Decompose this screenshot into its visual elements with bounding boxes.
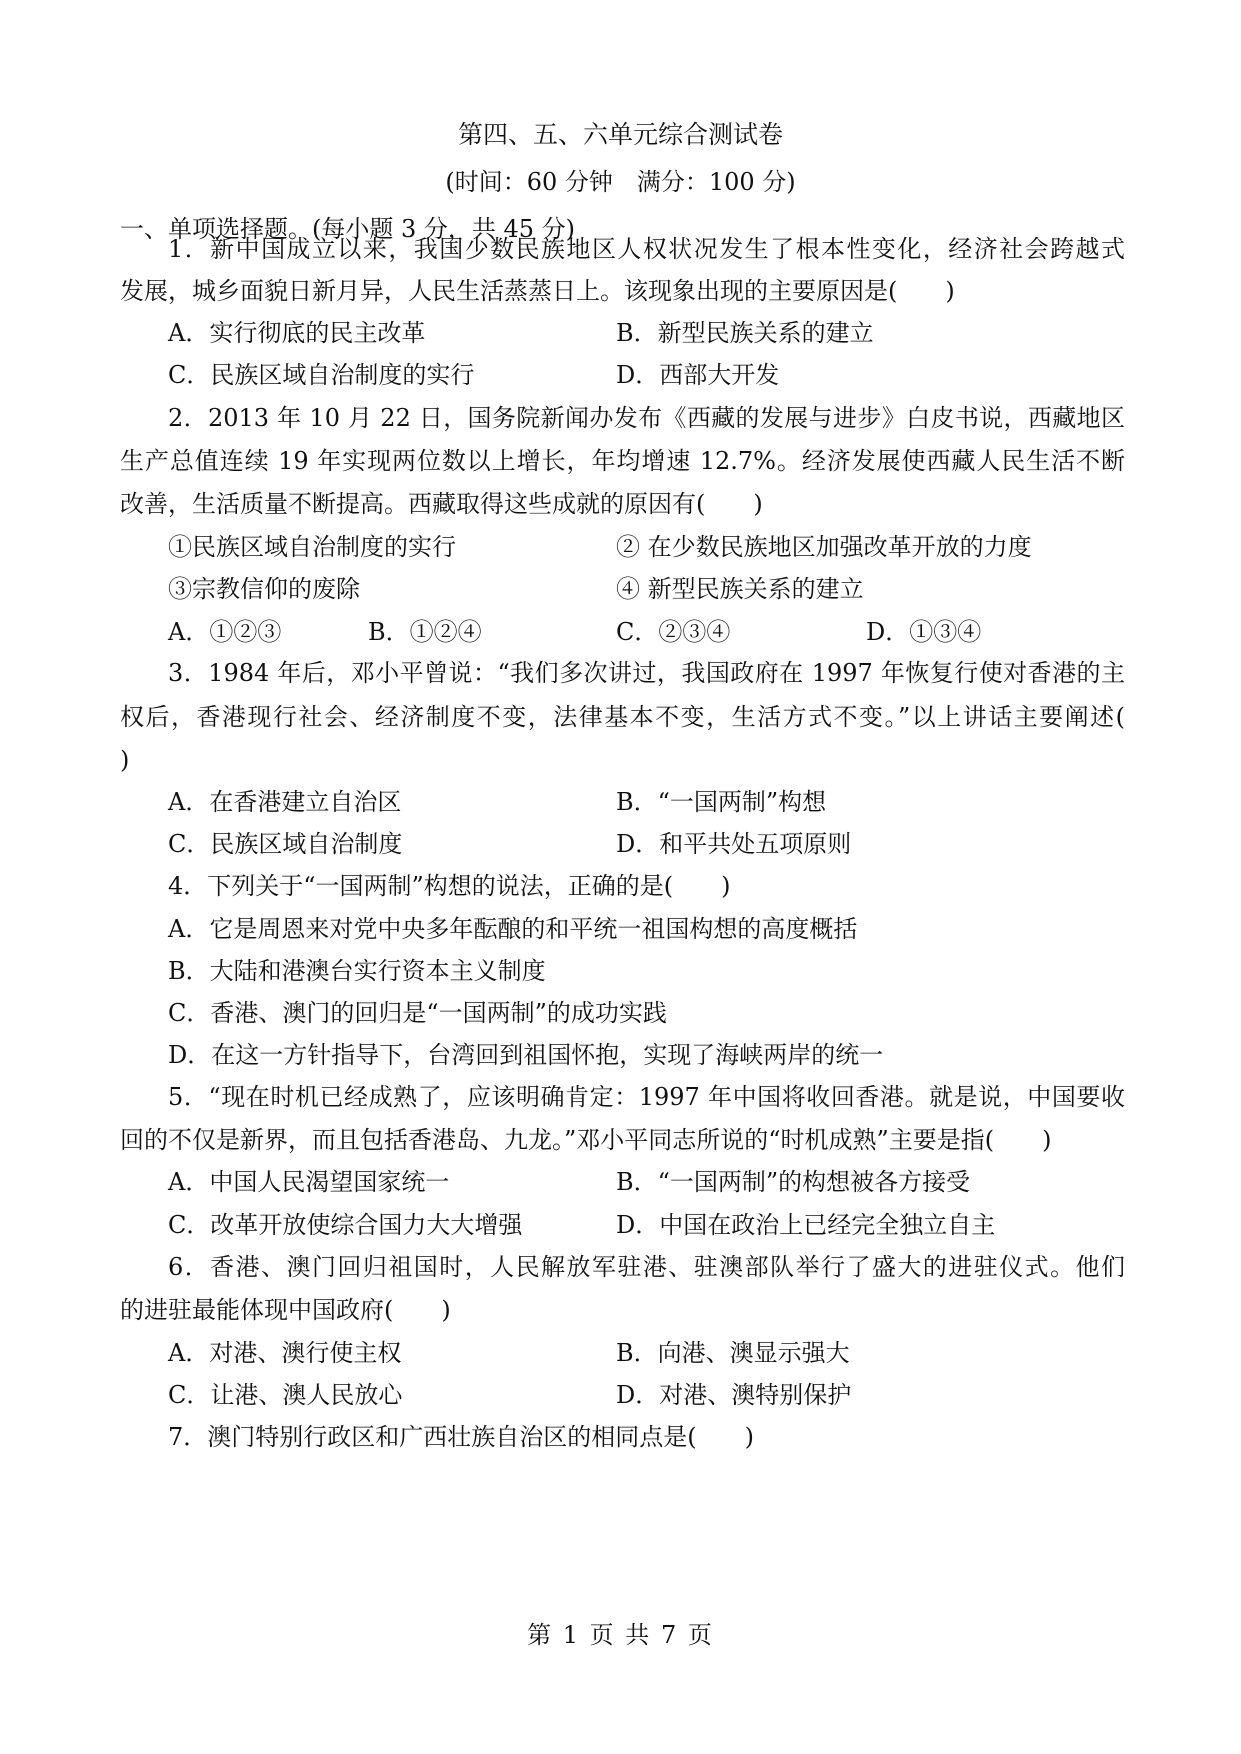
q5-line-1: 5．“现在时机已经成熟了，应该明确肯定：1997 年中国将收回香港。就是说，中国要收 — [168, 1083, 1125, 1111]
q1-option-b: B．新型民族关系的建立 — [616, 319, 874, 347]
q2-line-3: 改善，生活质量不断提高。西藏取得这些成就的原因有( ) — [120, 490, 763, 518]
q1-line-1: 1．新中国成立以来，我国少数民族地区人权状况发生了根本性变化，经济社会跨越式 — [168, 235, 1125, 263]
q3-option-b: B．“一国两制”构想 — [616, 788, 827, 816]
exam-subtitle: (时间：60 分钟 满分：100 分) — [445, 168, 796, 196]
page-footer: 第 1 页 共 7 页 — [527, 1621, 714, 1649]
q5-line-2: 回的不仅是新界，而且包括香港岛、九龙。”邓小平同志所说的“时机成熟”主要是指( ) — [120, 1126, 1052, 1154]
q1-option-d: D．西部大开发 — [616, 361, 780, 389]
q3-option-d: D．和平共处五项原则 — [616, 830, 852, 858]
q5-option-c: C．改革开放使综合国力大大增强 — [168, 1211, 523, 1239]
q3-option-c: C．民族区域自治制度 — [168, 830, 403, 858]
q2-item-4: ④ 新型民族关系的建立 — [616, 575, 864, 603]
q4-line-1: 4．下列关于“一国两制”构想的说法，正确的是( ) — [168, 872, 731, 900]
q4-option-c: C．香港、澳门的回归是“一国两制”的成功实践 — [168, 999, 667, 1027]
q6-option-a: A．对港、澳行使主权 — [168, 1339, 402, 1367]
q6-line-2: 的进驻最能体现中国政府( ) — [120, 1296, 451, 1324]
q4-option-d: D．在这一方针指导下，台湾回到祖国怀抱，实现了海峡两岸的统一 — [168, 1041, 884, 1069]
exam-title: 第四、五、六单元综合测试卷 — [457, 120, 783, 149]
q6-line-1: 6．香港、澳门回归祖国时，人民解放军驻港、驻澳部队举行了盛大的进驻仪式。他们 — [168, 1253, 1125, 1281]
q6-option-b: B．向港、澳显示强大 — [616, 1339, 850, 1367]
q3-line-1: 3．1984 年后，邓小平曾说：“我们多次讲过，我国政府在 1997 年恢复行使对香港的主 — [168, 659, 1125, 687]
q5-option-d: D．中国在政治上已经完全独立自主 — [616, 1211, 996, 1239]
q2-line-2: 生产总值连续 19 年实现两位数以上增长，年均增速 12.7%。经济发展使西藏人民生活不断 — [120, 447, 1125, 475]
q2-option-c: C．②③④ — [616, 618, 731, 646]
q1-option-a: A．实行彻底的民主改革 — [168, 319, 426, 347]
q3-line-3: ) — [120, 746, 130, 774]
q2-item-2: ② 在少数民族地区加强改革开放的力度 — [616, 533, 1032, 561]
q3-option-a: A．在香港建立自治区 — [168, 788, 402, 816]
q2-line-1: 2．2013 年 10 月 22 日，国务院新闻办发布《西藏的发展与进步》白皮书说，西藏地区 — [168, 404, 1125, 432]
q7-line-1: 7．澳门特别行政区和广西壮族自治区的相同点是( ) — [168, 1423, 754, 1451]
q2-option-b: B．①②④ — [368, 618, 482, 646]
q2-item-3: ③宗教信仰的废除 — [168, 575, 360, 603]
q2-item-1: ①民族区域自治制度的实行 — [168, 533, 456, 561]
q1-line-2: 发展，城乡面貌日新月异，人民生活蒸蒸日上。该现象出现的主要原因是( ) — [120, 277, 955, 305]
q3-line-2: 权后，香港现行社会、经济制度不变，法律基本不变，生活方式不变。”以上讲话主要阐述( — [120, 703, 1125, 731]
q4-option-b: B．大陆和港澳台实行资本主义制度 — [168, 957, 546, 985]
q6-option-d: D．对港、澳特别保护 — [616, 1381, 852, 1409]
q2-option-a: A．①②③ — [168, 618, 282, 646]
q2-option-d: D．①③④ — [866, 618, 982, 646]
q5-option-a: A．中国人民渴望国家统一 — [168, 1168, 450, 1196]
q1-option-c: C．民族区域自治制度的实行 — [168, 361, 475, 389]
section-heading: 一、单项选择题。(每小题 3 分，共 45 分) — [120, 215, 576, 243]
q5-option-b: B．“一国两制”的构想被各方接受 — [616, 1168, 971, 1196]
q4-option-a: A．它是周恩来对党中央多年酝酿的和平统一祖国构想的高度概括 — [168, 915, 858, 943]
q6-option-c: C．让港、澳人民放心 — [168, 1381, 403, 1409]
